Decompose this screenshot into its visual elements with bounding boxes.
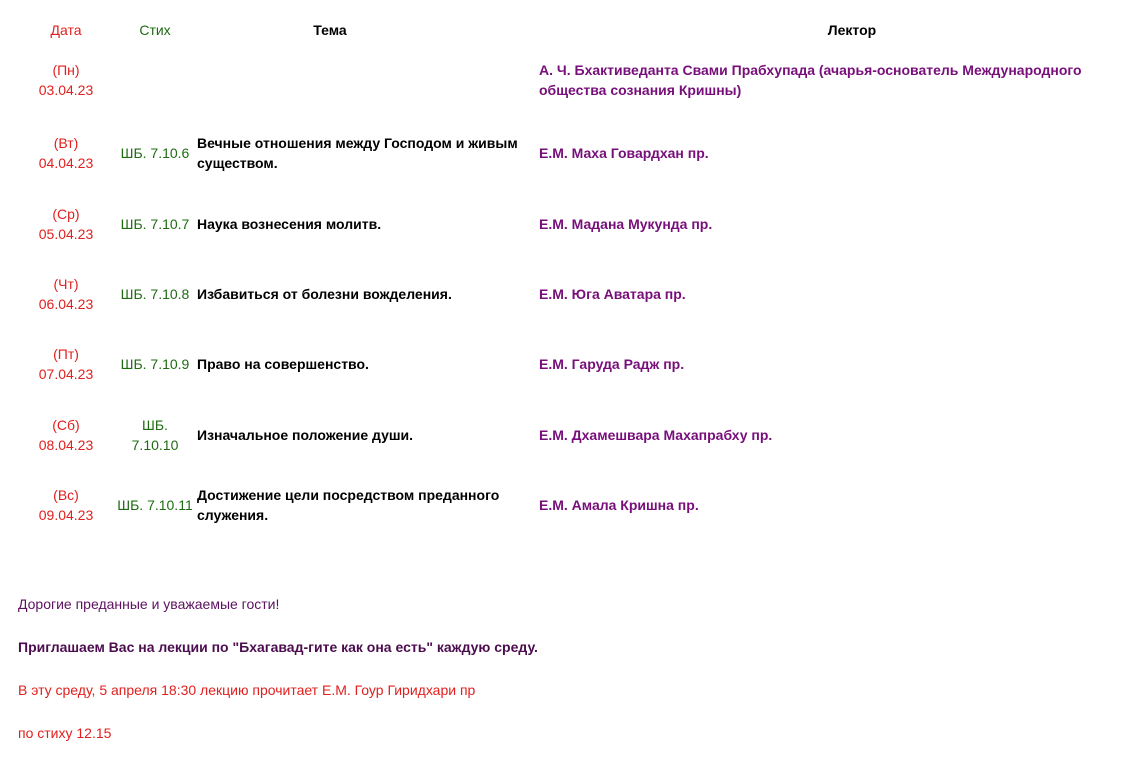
row-date-value: 06.04.23: [38, 295, 94, 312]
row-lecturer: А. Ч. Бхактиведанта Свами Прабхупада (ачарья-основатель Международного общества сознания Кришны): [539, 62, 1082, 98]
row-day: (Вс): [53, 487, 79, 504]
row-verse-a: ШБ. 7.10.9: [120, 356, 190, 373]
table-header: [0, 18, 1122, 42]
row-topic: Избавиться от болезни вожделения.: [197, 285, 452, 302]
row-verse: [114, 400, 196, 470]
row-lecturer: Е.М. Дхамешвара Махапрабху пр.: [539, 426, 773, 443]
row-date: [18, 118, 114, 188]
row-verse: [114, 118, 196, 188]
row-day: (Пн): [52, 62, 80, 78]
table-row: [0, 42, 1122, 118]
row-lecturer: Е.М. Мадана Мукунда пр.: [539, 215, 713, 232]
header-date: Дата: [50, 22, 82, 38]
table-row: [0, 329, 1122, 399]
row-date: [18, 188, 114, 258]
lecture-announcement: В эту среду, 5 апреля 18:30 лекцию прочитает Е.М. Гоур Гиридхари пр: [18, 682, 476, 698]
row-lecturer: Е.М. Гаруда Радж пр.: [539, 356, 685, 373]
row-date: [18, 470, 114, 540]
header-lecturer: Лектор: [827, 22, 877, 38]
row-date: [18, 259, 114, 329]
table-row: [0, 400, 1122, 470]
row-lecturer: Е.М. Маха Говардхан пр.: [539, 145, 709, 162]
row-topic: Право на совершенство.: [197, 356, 369, 373]
row-day: (Чт): [53, 275, 79, 292]
row-topic: Наука вознесения молитв.: [197, 215, 382, 232]
row-verse: [114, 259, 196, 329]
row-topic: Достижение цели посредством преданного служения.: [197, 487, 500, 524]
row-day: (Пт): [53, 346, 79, 363]
row-day: (Ср): [52, 205, 80, 222]
row-verse-a: ШБ. 7.10.8: [120, 285, 190, 302]
table-row: [0, 259, 1122, 329]
table-row: [0, 118, 1122, 188]
row-date-value: 09.04.23: [38, 507, 94, 524]
row-date: [18, 329, 114, 399]
row-verse: [114, 188, 196, 258]
row-date-value: 04.04.23: [38, 155, 94, 172]
row-day: (Сб): [52, 416, 80, 433]
row-date-value: 03.04.23: [38, 82, 94, 98]
row-lecturer: Е.М. Амала Кришна пр.: [539, 497, 699, 514]
row-verse-a: ШБ. 7.10.6: [120, 145, 190, 162]
row-topic: Вечные отношения между Господом и живым существом.: [197, 135, 518, 172]
invitation-text: Приглашаем Вас на лекции по "Бхагавад-гите как она есть" каждую среду.: [18, 639, 538, 655]
row-verse-a: ШБ.: [142, 416, 168, 433]
row-date: [18, 400, 114, 470]
row-date-value: 05.04.23: [38, 225, 94, 242]
header-verse: Стих: [139, 22, 171, 38]
row-date-value: 07.04.23: [38, 366, 94, 383]
announcement-block: [18, 594, 1108, 766]
schedule-table: [0, 18, 1122, 540]
row-verse: [114, 470, 196, 540]
row-topic: Изначальное положение души.: [197, 426, 414, 443]
verse-note: по стиху 12.15: [18, 725, 112, 741]
greeting-text: Дорогие преданные и уважаемые гости!: [18, 596, 280, 612]
table-row: [0, 188, 1122, 258]
row-verse: [114, 329, 196, 399]
header-topic: Тема: [313, 22, 347, 38]
row-date: [18, 42, 114, 118]
row-verse: [114, 42, 196, 118]
row-topic: [197, 42, 535, 118]
row-date-value: 08.04.23: [38, 436, 94, 453]
row-day: (Вт): [53, 135, 79, 152]
row-lecturer: Е.М. Юга Аватара пр.: [539, 285, 686, 302]
table-row: [0, 470, 1122, 540]
row-verse-a: ШБ. 7.10.11: [117, 497, 193, 514]
row-verse-a: ШБ. 7.10.7: [120, 215, 190, 232]
row-verse-b: 7.10.10: [131, 436, 179, 453]
